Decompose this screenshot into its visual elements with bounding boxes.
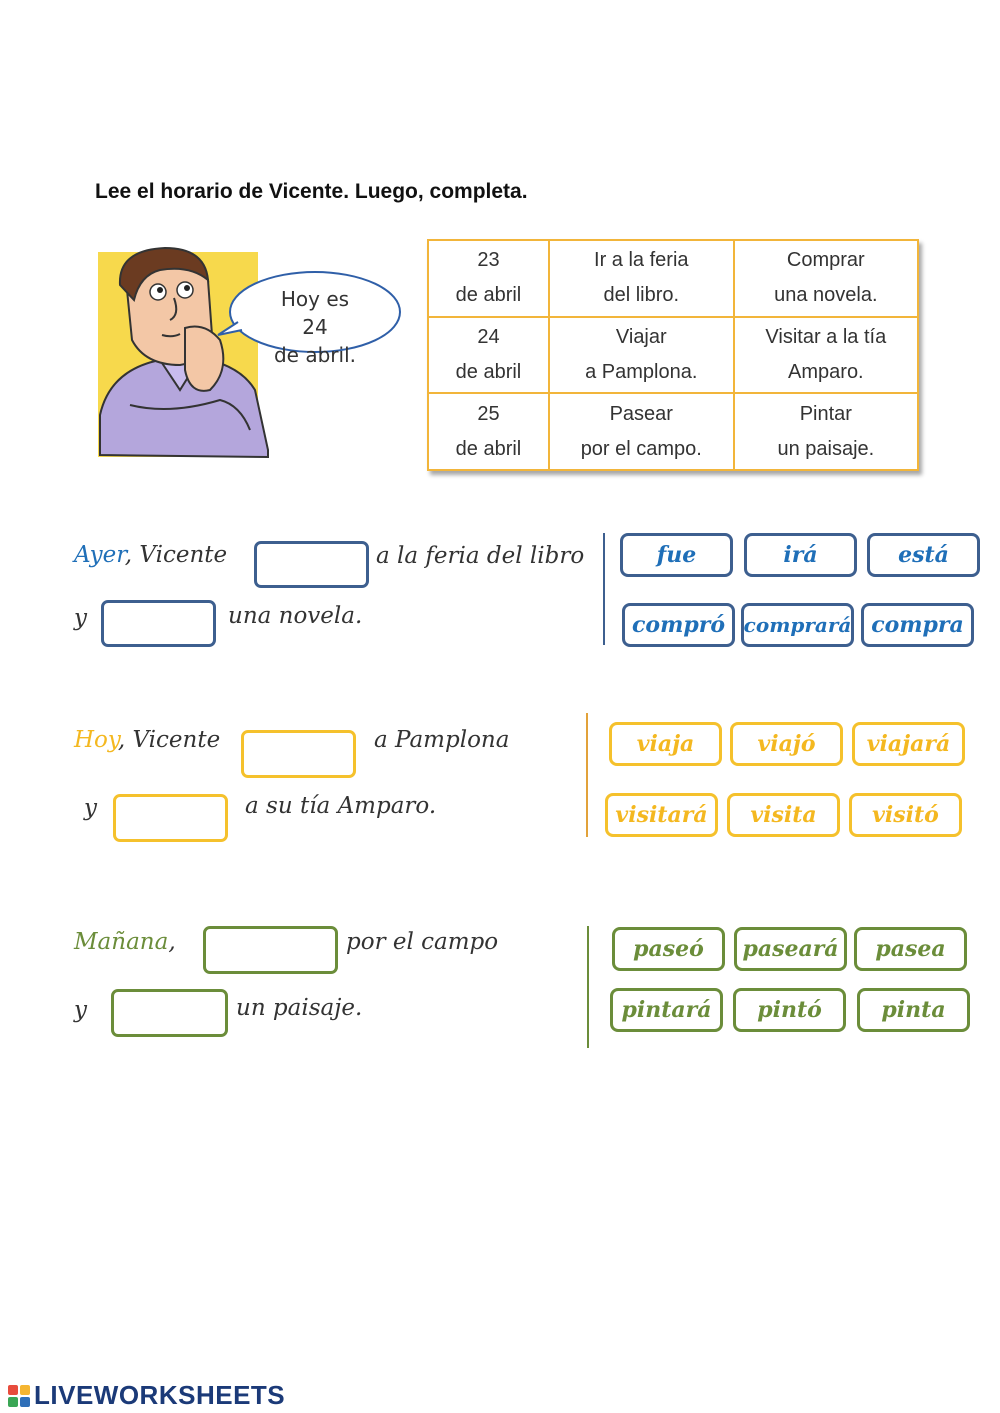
activity-cell: Pasear por el campo. — [549, 393, 734, 470]
worksheet-title: Lee el horario de Vicente. Luego, completa. — [95, 180, 528, 203]
table-row — [428, 317, 918, 394]
divider-line — [587, 926, 589, 1048]
table-row — [428, 240, 918, 317]
activity-cell: Pintar un paisaje. — [734, 393, 918, 470]
word-chip-visitara[interactable]: visitará — [605, 793, 718, 837]
exercise3-line1-end: por el campo — [346, 929, 499, 955]
exercise1-line2-end: una novela. — [228, 603, 363, 629]
divider-line — [603, 533, 605, 645]
word-chip-pinto[interactable]: pintó — [733, 988, 846, 1032]
word-chip-esta[interactable]: está — [867, 533, 980, 577]
man-thinking-illustration — [90, 240, 410, 470]
word-chip-visito[interactable]: visitó — [849, 793, 962, 837]
speech-bubble-text — [268, 285, 362, 369]
sentence-text: , Vicente — [124, 542, 228, 568]
exercise1-line1-start — [74, 542, 227, 568]
time-word-manana: Mañana — [74, 929, 169, 955]
word-chip-fue[interactable]: fue — [620, 533, 733, 577]
answer-drop-box-2a[interactable] — [241, 730, 356, 778]
speech-line-1: Hoy es 24 — [280, 287, 350, 339]
word-chip-viaja[interactable]: viaja — [609, 722, 722, 766]
activity-cell: Viajar a Pamplona. — [549, 317, 734, 394]
word-chip-pintara[interactable]: pintará — [610, 988, 723, 1032]
word-chip-pasea[interactable]: pasea — [854, 927, 967, 971]
liveworksheets-logo — [8, 1380, 285, 1411]
activity-cell: Visitar a la tía Amparo. — [734, 317, 918, 394]
word-chip-viajo[interactable]: viajó — [730, 722, 843, 766]
answer-drop-box-1b[interactable] — [101, 600, 216, 647]
word-chip-visita[interactable]: visita — [727, 793, 840, 837]
time-word-hoy: Hoy — [74, 727, 118, 753]
exercise1-line1-end: a la feria del libro — [376, 543, 585, 569]
schedule-table — [427, 239, 919, 471]
exercise3-line2-start: y — [74, 997, 87, 1023]
exercise1-line2-start: y — [74, 605, 87, 631]
word-chip-compra[interactable]: compra — [861, 603, 974, 647]
answer-drop-box-1a[interactable] — [254, 541, 369, 588]
date-cell: 23 de abril — [428, 240, 549, 317]
word-chip-paseara[interactable]: paseará — [734, 927, 847, 971]
sentence-text: , — [168, 929, 176, 955]
word-chip-compro[interactable]: compró — [622, 603, 735, 647]
sentence-text: , Vicente — [117, 727, 221, 753]
table-row — [428, 393, 918, 470]
word-chip-paseo[interactable]: paseó — [612, 927, 725, 971]
date-cell: 24 de abril — [428, 317, 549, 394]
time-word-ayer: Ayer — [74, 542, 125, 568]
activity-cell: Ir a la feria del libro. — [549, 240, 734, 317]
answer-drop-box-3b[interactable] — [111, 989, 228, 1037]
divider-line — [586, 713, 588, 837]
exercise2-line1-start — [74, 727, 220, 753]
logo-icon — [8, 1385, 30, 1407]
word-chip-comprara[interactable]: comprará — [741, 603, 854, 647]
exercise3-line1-start — [74, 929, 176, 955]
answer-drop-box-3a[interactable] — [203, 926, 338, 974]
exercise2-line2-start: y — [84, 795, 97, 821]
word-chip-ira[interactable]: irá — [744, 533, 857, 577]
logo-text: LIVEWORKSHEETS — [34, 1380, 286, 1410]
exercise3-line2-end: un paisaje. — [236, 995, 363, 1021]
word-chip-pinta[interactable]: pinta — [857, 988, 970, 1032]
answer-drop-box-2b[interactable] — [113, 794, 228, 842]
exercise2-line2-end: a su tía Amparo. — [245, 793, 437, 819]
exercise2-line1-end: a Pamplona — [374, 727, 510, 753]
speech-line-2: de abril. — [273, 343, 356, 367]
word-chip-viajara[interactable]: viajará — [852, 722, 965, 766]
date-cell: 25 de abril — [428, 393, 549, 470]
activity-cell: Comprar una novela. — [734, 240, 918, 317]
